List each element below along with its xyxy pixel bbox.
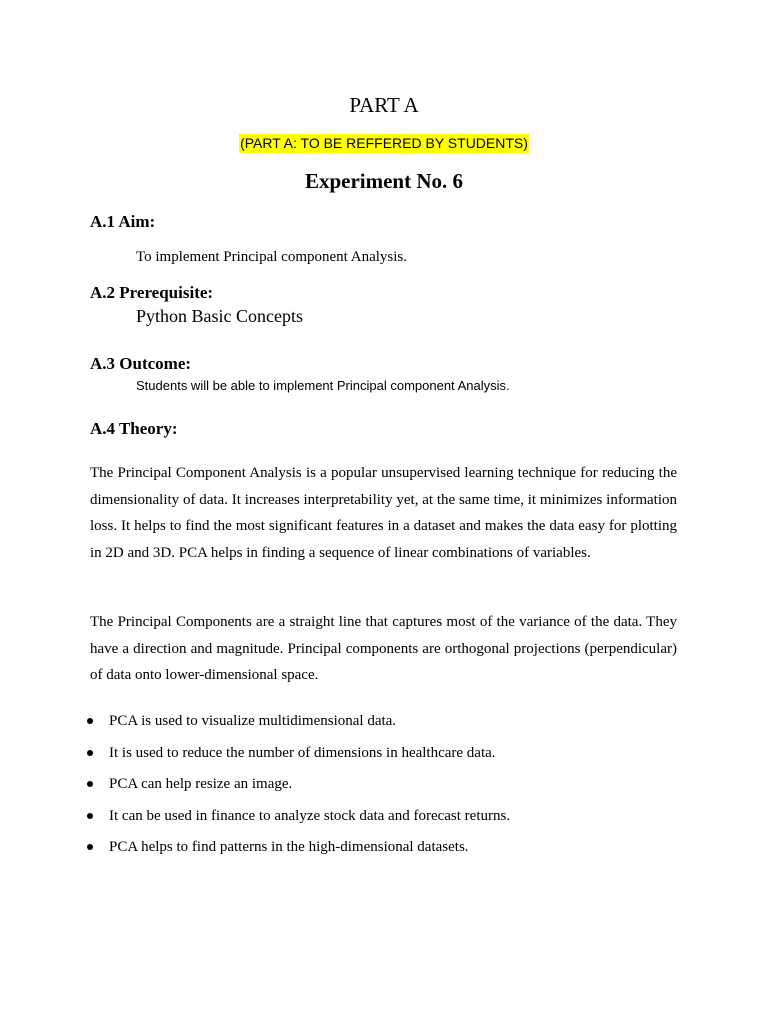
- prerequisite-heading: A.2 Prerequisite:: [90, 283, 214, 302]
- bullet-icon: [87, 813, 93, 819]
- list-item: [0, 710, 768, 742]
- aim-heading: A.1 Aim:: [90, 212, 156, 231]
- bullet-text: It can be used in finance to analyze stock data and forecast returns.: [109, 807, 511, 824]
- theory-paragraph-1: The Principal Component Analysis is a popular unsupervised learning technique for reducing the dimensionality of data. It increases interpretability yet, at the same time, it minimizes information loss. It helps to find the most significant features in a dataset and makes the data easy for plotting in 2D and 3D. PCA helps in finding a sequence of linear combinations of variables.: [90, 465, 677, 561]
- bullet-text: PCA is used to visualize multidimensional data.: [109, 713, 397, 729]
- bullet-icon: [87, 781, 93, 787]
- bullet-icon: [87, 750, 93, 756]
- outcome-heading: A.3 Outcome:: [90, 354, 192, 373]
- aim-text: To implement Principal component Analysis.: [136, 249, 407, 265]
- list-item: [0, 773, 768, 805]
- theory-heading: A.4 Theory:: [90, 419, 178, 438]
- list-item: [0, 742, 768, 774]
- bullet-text: PCA helps to find patterns in the high-dimensional datasets.: [109, 839, 469, 855]
- outcome-text: Students will be able to implement Principal component Analysis.: [136, 378, 510, 393]
- list-item: [0, 836, 768, 868]
- bullet-text: PCA can help resize an image.: [109, 776, 293, 792]
- part-title: PART A: [349, 93, 419, 117]
- subtitle-container: [0, 134, 768, 153]
- experiment-title: Experiment No. 6: [304, 169, 464, 193]
- highlighted-subtitle: (PART A: TO BE REFFERED BY STUDENTS): [240, 135, 528, 151]
- prerequisite-text: Python Basic Concepts: [136, 306, 303, 326]
- bullet-icon: [87, 844, 93, 850]
- bullet-text: It is used to reduce the number of dimensions in healthcare data.: [109, 744, 496, 761]
- theory-paragraph-2: The Principal Components are a straight line that captures most of the variance of the data. They have a direction and magnitude. Principal components are orthogonal projections (perpendicular) of data onto lower-dimensional space.: [90, 614, 677, 683]
- bullet-icon: [87, 718, 93, 724]
- list-item: [0, 805, 768, 837]
- theory-bullet-list: [0, 710, 768, 868]
